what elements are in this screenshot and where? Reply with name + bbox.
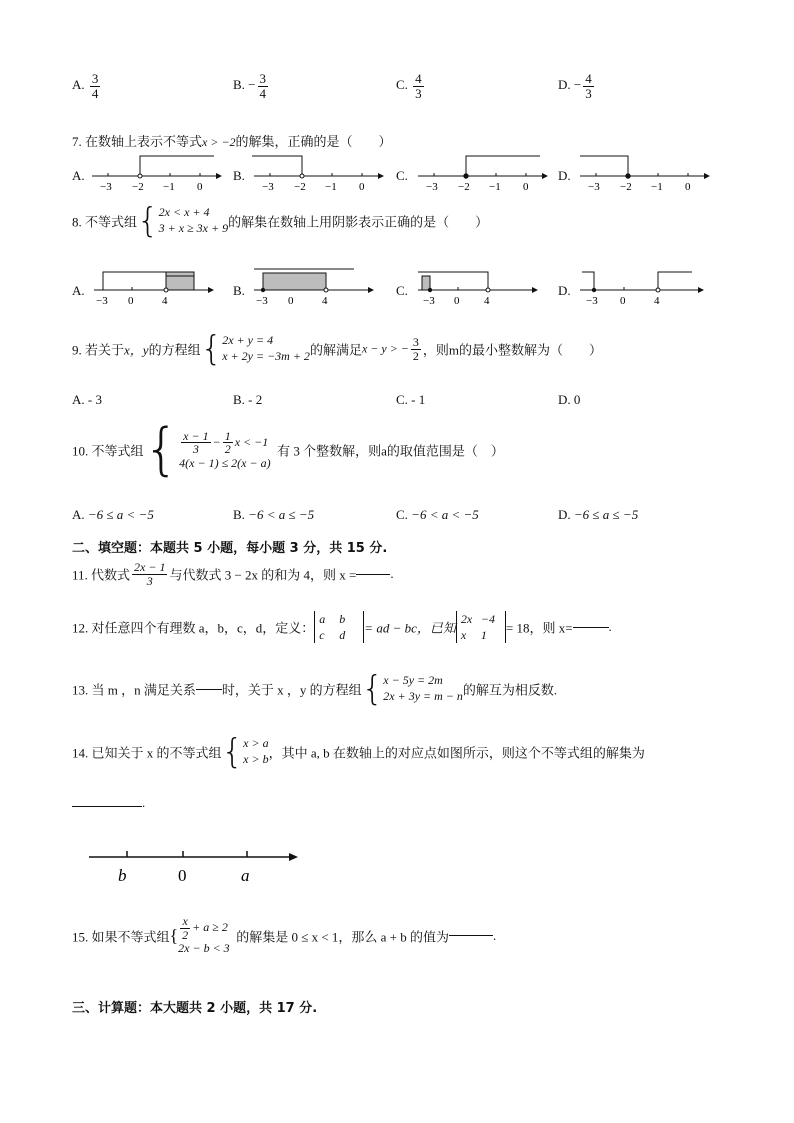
svg-text:0: 0 <box>620 295 626 306</box>
q9-option-b: B. - 2 <box>233 392 263 407</box>
q9-option-a: A. - 3 <box>72 392 102 407</box>
option-label: B. <box>233 77 245 93</box>
answer-blank[interactable] <box>72 806 142 807</box>
q10-option-a: A. −6 ≤ a < −5 <box>72 507 154 522</box>
option-label: A. <box>72 77 85 93</box>
q8-number-line-b <box>250 264 375 306</box>
svg-text:4: 4 <box>162 295 168 306</box>
q6-option-a <box>72 72 102 100</box>
svg-text:4: 4 <box>654 295 660 306</box>
q7-label-a: A. <box>72 168 85 183</box>
svg-text:4: 4 <box>484 295 490 306</box>
q14-number-line <box>85 843 305 889</box>
section-3-heading: 三、计算题：本大题共 2 小题，共 17 分. <box>72 1001 318 1016</box>
q7-number-line-b <box>250 150 385 192</box>
q14-stem: 14. 已知关于 x 的不等式组{x > a x > b，其中 a, b 在数轴上的对应点如图所示，则这个不等式组的解集为 <box>72 732 645 772</box>
svg-text:0: 0 <box>197 181 203 192</box>
point-a-label: a <box>241 866 250 885</box>
determinant-definition: a b c d <box>314 611 364 643</box>
svg-text:−3: −3 <box>256 295 268 306</box>
q7-stem: 7. 在数轴上表示不等式x > −2的解集，正确的是（ ） <box>72 134 392 149</box>
q10-option-d: D. −6 ≤ a ≤ −5 <box>558 507 639 522</box>
svg-text:−3: −3 <box>586 295 598 306</box>
q7-label-b: B. <box>233 168 245 183</box>
svg-text:0: 0 <box>454 295 460 306</box>
minus-sign: − <box>248 77 256 93</box>
fraction: $\frac{4}{3}$ <box>585 71 592 101</box>
q7-label-c: C. <box>396 168 408 183</box>
q13-stem: 13. 当 m ，n 满足关系 时，关于 x ，y 的方程组{x − 5y = 2m 2x + 3y = m − n的解互为相反数. <box>72 669 558 709</box>
svg-text:−3: −3 <box>426 181 438 192</box>
svg-text:−3: −3 <box>96 295 108 306</box>
svg-text:4: 4 <box>322 295 328 306</box>
q15-stem: 15. 如果不等式组{ $\frac{x}{2}$ + a ≥ 2 2x − b < 3 的解集是 0 ≤ x < 1，那么 a + b 的值为 . <box>72 914 497 956</box>
q6-option-b <box>233 72 270 100</box>
svg-text:−1: −1 <box>163 181 175 192</box>
svg-text:−2: −2 <box>620 181 632 192</box>
q7-number-line-c <box>414 150 549 192</box>
svg-text:−1: −1 <box>651 181 663 192</box>
q8-label-d: D. <box>558 283 571 298</box>
q11-stem: 11. 代数式 $\frac{2x - 1}{3}$ 与代数式 3 − 2x 的和为 4，则 x = . <box>72 560 394 588</box>
svg-text:−2: −2 <box>294 181 306 192</box>
svg-text:−2: −2 <box>458 181 470 192</box>
q7-label-d: D. <box>558 168 571 183</box>
point-b-label: b <box>118 866 127 885</box>
origin-label: 0 <box>178 866 187 885</box>
q6-option-c <box>396 72 426 100</box>
q8-number-line-d <box>576 264 706 306</box>
q14-answer-line: . <box>72 795 145 811</box>
svg-text:−1: −1 <box>489 181 501 192</box>
q12-stem: 12. 对任意四个有理数 a，b，c，d，定义：a b c d = ad − bc，已知2x −4 x 1 = 18，则 x= . <box>72 612 612 643</box>
q8-label-b: B. <box>233 283 245 298</box>
svg-text:−3: −3 <box>423 295 435 306</box>
option-label: C. <box>396 77 408 93</box>
q8-stem: 8. 不等式组{2x < x + 4 3 + x ≥ 3x + 9的解集在数轴上用阴影表示正确的是（ ） <box>72 201 489 241</box>
section-2-heading: 二、填空题：本题共 5 小题，每小题 3 分，共 15 分. <box>72 541 388 556</box>
svg-text:0: 0 <box>685 181 691 192</box>
option-label: D. <box>558 77 571 93</box>
fraction: $\frac{4}{3}$ <box>415 71 422 101</box>
q10-option-b: B. −6 < a ≤ −5 <box>233 507 315 522</box>
svg-text:−1: −1 <box>325 181 337 192</box>
svg-text:−3: −3 <box>588 181 600 192</box>
q10-option-c: C. −6 < a < −5 <box>396 507 479 522</box>
q7-number-line-d <box>576 150 711 192</box>
q10-stem: 10. 不等式组{ $\frac{x - 1}{3}$ − $\frac{1}{2}$ x < −1 4(x − 1) ≤ 2(x − a) 有 3 个整数解，则a的取值范围是（ ） <box>72 417 504 482</box>
answer-blank[interactable] <box>196 689 222 690</box>
svg-text:0: 0 <box>359 181 365 192</box>
q9-stem: 9. 若关于x，y的方程组{2x + y = 4 x + 2y = −3m + 2的解满足x − y > − $\frac{3}{2}$ ，则m的最小整数解为（ ） <box>72 329 603 369</box>
svg-text:−3: −3 <box>100 181 112 192</box>
answer-blank[interactable] <box>356 574 390 575</box>
q6-option-d <box>558 72 596 100</box>
determinant-given: 2x −4 x 1 <box>456 611 506 643</box>
answer-blank[interactable] <box>573 627 609 628</box>
svg-text:−3: −3 <box>262 181 274 192</box>
q9-option-d: D. 0 <box>558 392 581 407</box>
q8-label-a: A. <box>72 283 85 298</box>
answer-blank[interactable] <box>449 935 493 936</box>
q8-number-line-c <box>414 264 539 306</box>
fraction: $\frac{3}{4}$ <box>91 71 99 101</box>
fraction: $\frac{3}{4}$ <box>259 71 267 101</box>
svg-text:0: 0 <box>523 181 529 192</box>
svg-text:0: 0 <box>128 295 134 306</box>
q8-number-line-a <box>90 264 215 306</box>
svg-text:−2: −2 <box>132 181 144 192</box>
q8-label-c: C. <box>396 283 408 298</box>
minus-sign: − <box>573 77 582 93</box>
q9-option-c: C. - 1 <box>396 392 426 407</box>
q7-number-line-a <box>88 150 223 192</box>
svg-text:0: 0 <box>288 295 294 306</box>
